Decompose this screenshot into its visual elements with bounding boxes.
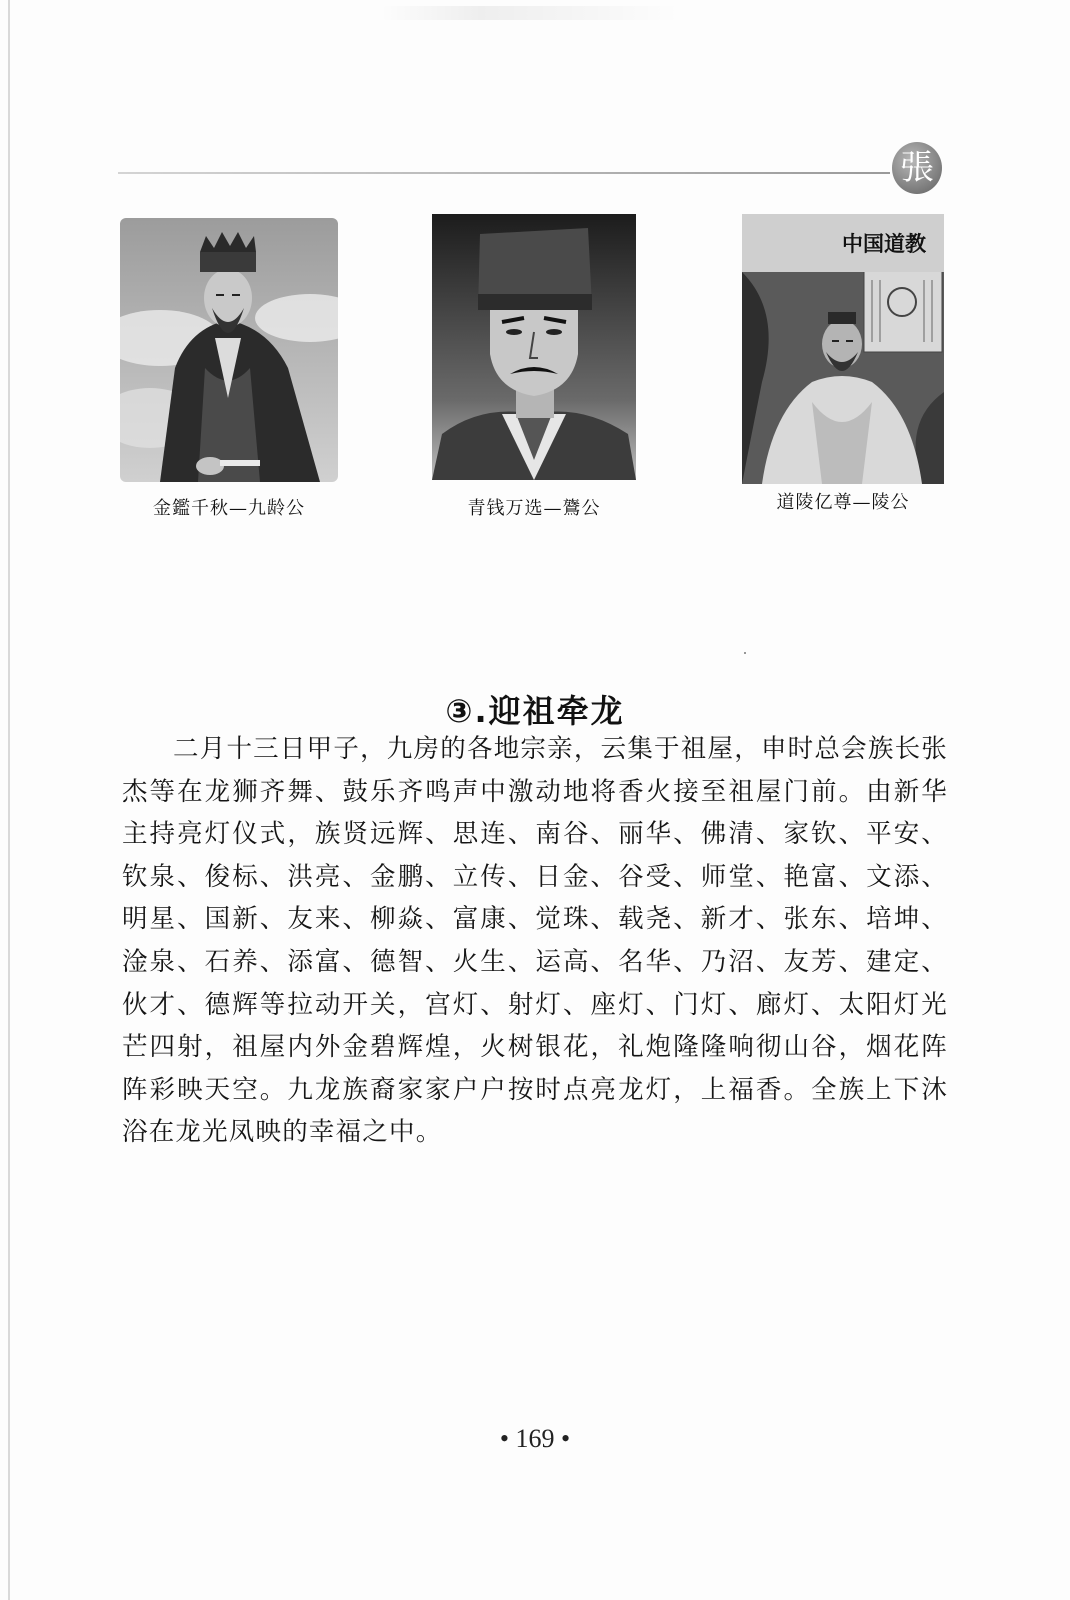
header-badge: 張	[892, 142, 942, 194]
page-binding-edge	[8, 0, 10, 1600]
caption-zhuo: 青钱万选—鷟公	[467, 498, 601, 519]
page-number: • 169 •	[499, 1424, 571, 1453]
elder-scholar-illustration	[120, 218, 338, 482]
portrait-image-jiuling	[120, 218, 338, 482]
header-rule	[118, 172, 890, 174]
official-hat-illustration	[432, 214, 636, 480]
section-title: ③.迎祖牵龙	[445, 692, 625, 730]
portrait-image-zhuo	[432, 214, 636, 480]
scan-dot	[744, 652, 746, 654]
section-body-paragraph: 二月十三日甲子，九房的各地宗亲，云集于祖屋，申时总会族长张杰等在龙狮齐舞、鼓乐齐鸣声中激动地将香火接至祖屋门前。由新华主持亮灯仪式，族贤远辉、思连、南谷、丽华、佛清、家钦、平安、钦泉、俊标、洪亮、金鹏、立传、日金、谷受、师堂、艳富、文添、明星、国新、友来、柳焱、富康、觉珠、载尧、新才、张东、培坤、淦泉、石养、添富、德智、火生、运高、名华、乃沼、友芳、建定、伙才、德辉等拉动开关，宫灯、射灯、座灯、门灯、廊灯、太阳灯光芒四射，祖屋内外金碧辉煌，火树银花，礼炮隆隆响彻山谷，烟花阵阵彩映天空。九龙族裔家家户户按时点亮龙灯，上福香。全族上下沐浴在龙光凤映的幸福之中。	[122, 734, 948, 1148]
caption-jiuling: 金鑑千秋—九龄公	[153, 498, 305, 519]
portrait-image-ling	[742, 272, 944, 484]
taoist-master-illustration	[742, 272, 944, 484]
book-cover-title: 中国道教	[842, 232, 926, 256]
book-cover-title-band	[742, 214, 944, 272]
caption-ling: 道陵亿尊—陵公	[776, 492, 910, 513]
scan-smudge	[380, 6, 680, 20]
